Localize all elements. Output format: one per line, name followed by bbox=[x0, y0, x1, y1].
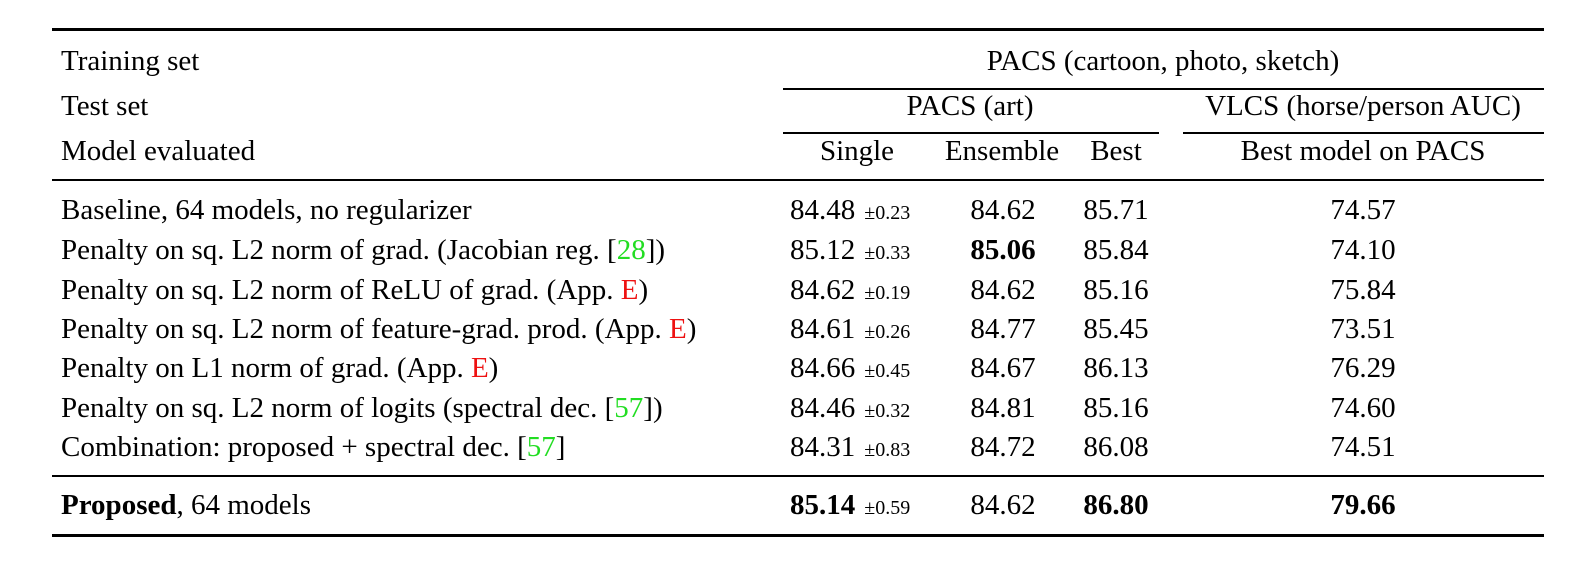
std-dev: ±0.83 bbox=[864, 439, 911, 461]
ensemble-value: 84.62 bbox=[970, 274, 1036, 306]
col-header-best: Best bbox=[1090, 135, 1142, 167]
ensemble-value: 84.62 bbox=[970, 489, 1036, 521]
test-set-pacs-art-header: PACS (art) bbox=[906, 90, 1034, 122]
std-dev: ±0.23 bbox=[864, 202, 911, 224]
row-label-test-set: Test set bbox=[61, 90, 149, 122]
appendix-link: E bbox=[470, 352, 489, 384]
std-dev: ±0.19 bbox=[864, 282, 911, 304]
best-value: 85.16 bbox=[1083, 392, 1149, 424]
std-dev: ±0.33 bbox=[864, 242, 911, 264]
row-label: Penalty on L1 norm of grad. (App. E) bbox=[61, 352, 499, 384]
vlcs-value: 73.51 bbox=[1330, 313, 1396, 345]
test-set-vlcs-header: VLCS (horse/person AUC) bbox=[1205, 90, 1521, 122]
row-label: Penalty on sq. L2 norm of ReLU of grad. (App. E) bbox=[61, 274, 649, 306]
row-label: Combination: proposed + spectral dec. [57] bbox=[61, 431, 566, 463]
appendix-link: E bbox=[620, 274, 639, 306]
best-value: 86.13 bbox=[1083, 352, 1149, 384]
final-section-rule bbox=[52, 475, 1544, 477]
row-label-model-evaluated: Model evaluated bbox=[61, 135, 256, 167]
best-value: 86.08 bbox=[1083, 431, 1149, 463]
vlcs-value: 74.10 bbox=[1330, 234, 1396, 266]
single-value: 84.61 ±0.26 bbox=[790, 313, 911, 345]
row-label: Penalty on sq. L2 norm of logits (spectral dec. [57]) bbox=[61, 392, 663, 424]
std-dev: ±0.32 bbox=[864, 400, 911, 422]
vlcs-value: 79.66 bbox=[1330, 489, 1396, 521]
best-value: 85.16 bbox=[1083, 274, 1149, 306]
citation-link: 57 bbox=[614, 392, 644, 424]
single-value: 85.14 ±0.59 bbox=[790, 489, 911, 521]
row-label: Penalty on sq. L2 norm of feature-grad. prod. (App. E) bbox=[61, 313, 697, 345]
single-value: 84.66 ±0.45 bbox=[790, 352, 911, 384]
vlcs-value: 76.29 bbox=[1330, 352, 1396, 384]
std-dev: ±0.45 bbox=[864, 360, 911, 382]
ensemble-value: 85.06 bbox=[970, 234, 1036, 266]
row-label-training-set: Training set bbox=[61, 45, 200, 77]
header-rule bbox=[52, 179, 1544, 181]
vlcs-value: 74.60 bbox=[1330, 392, 1396, 424]
bottom-rule bbox=[52, 534, 1544, 537]
best-value: 85.84 bbox=[1083, 234, 1149, 266]
top-rule bbox=[52, 28, 1544, 31]
col-header-best-model-on-pacs: Best model on PACS bbox=[1240, 135, 1486, 167]
col-header-single: Single bbox=[819, 135, 895, 167]
ensemble-value: 84.62 bbox=[970, 194, 1036, 226]
std-dev: ±0.26 bbox=[864, 321, 911, 343]
citation-link: 57 bbox=[526, 431, 556, 463]
std-dev: ±0.59 bbox=[864, 497, 911, 519]
single-value: 84.62 ±0.19 bbox=[790, 274, 911, 306]
citation-link: 28 bbox=[616, 234, 646, 266]
ensemble-value: 84.67 bbox=[970, 352, 1036, 384]
vlcs-value: 74.51 bbox=[1330, 431, 1396, 463]
ensemble-value: 84.72 bbox=[970, 431, 1036, 463]
single-value: 84.31 ±0.83 bbox=[790, 431, 911, 463]
single-value: 84.48 ±0.23 bbox=[790, 194, 911, 226]
best-value: 86.80 bbox=[1083, 489, 1149, 521]
training-set-header: PACS (cartoon, photo, sketch) bbox=[986, 45, 1340, 77]
row-label: Penalty on sq. L2 norm of grad. (Jacobian reg. [28]) bbox=[61, 234, 666, 266]
single-value: 85.12 ±0.33 bbox=[790, 234, 911, 266]
row-label-proposed: Proposed, 64 models bbox=[61, 489, 312, 521]
ensemble-value: 84.77 bbox=[970, 313, 1036, 345]
col-header-ensemble: Ensemble bbox=[944, 135, 1060, 167]
best-value: 85.45 bbox=[1083, 313, 1149, 345]
single-value: 84.46 ±0.32 bbox=[790, 392, 911, 424]
appendix-link: E bbox=[669, 313, 687, 345]
row-label: Baseline, 64 models, no regularizer bbox=[61, 194, 472, 226]
best-value: 85.71 bbox=[1083, 194, 1149, 226]
ensemble-value: 84.81 bbox=[970, 392, 1036, 424]
vlcs-value: 74.57 bbox=[1330, 194, 1396, 226]
vlcs-value: 75.84 bbox=[1330, 274, 1396, 306]
